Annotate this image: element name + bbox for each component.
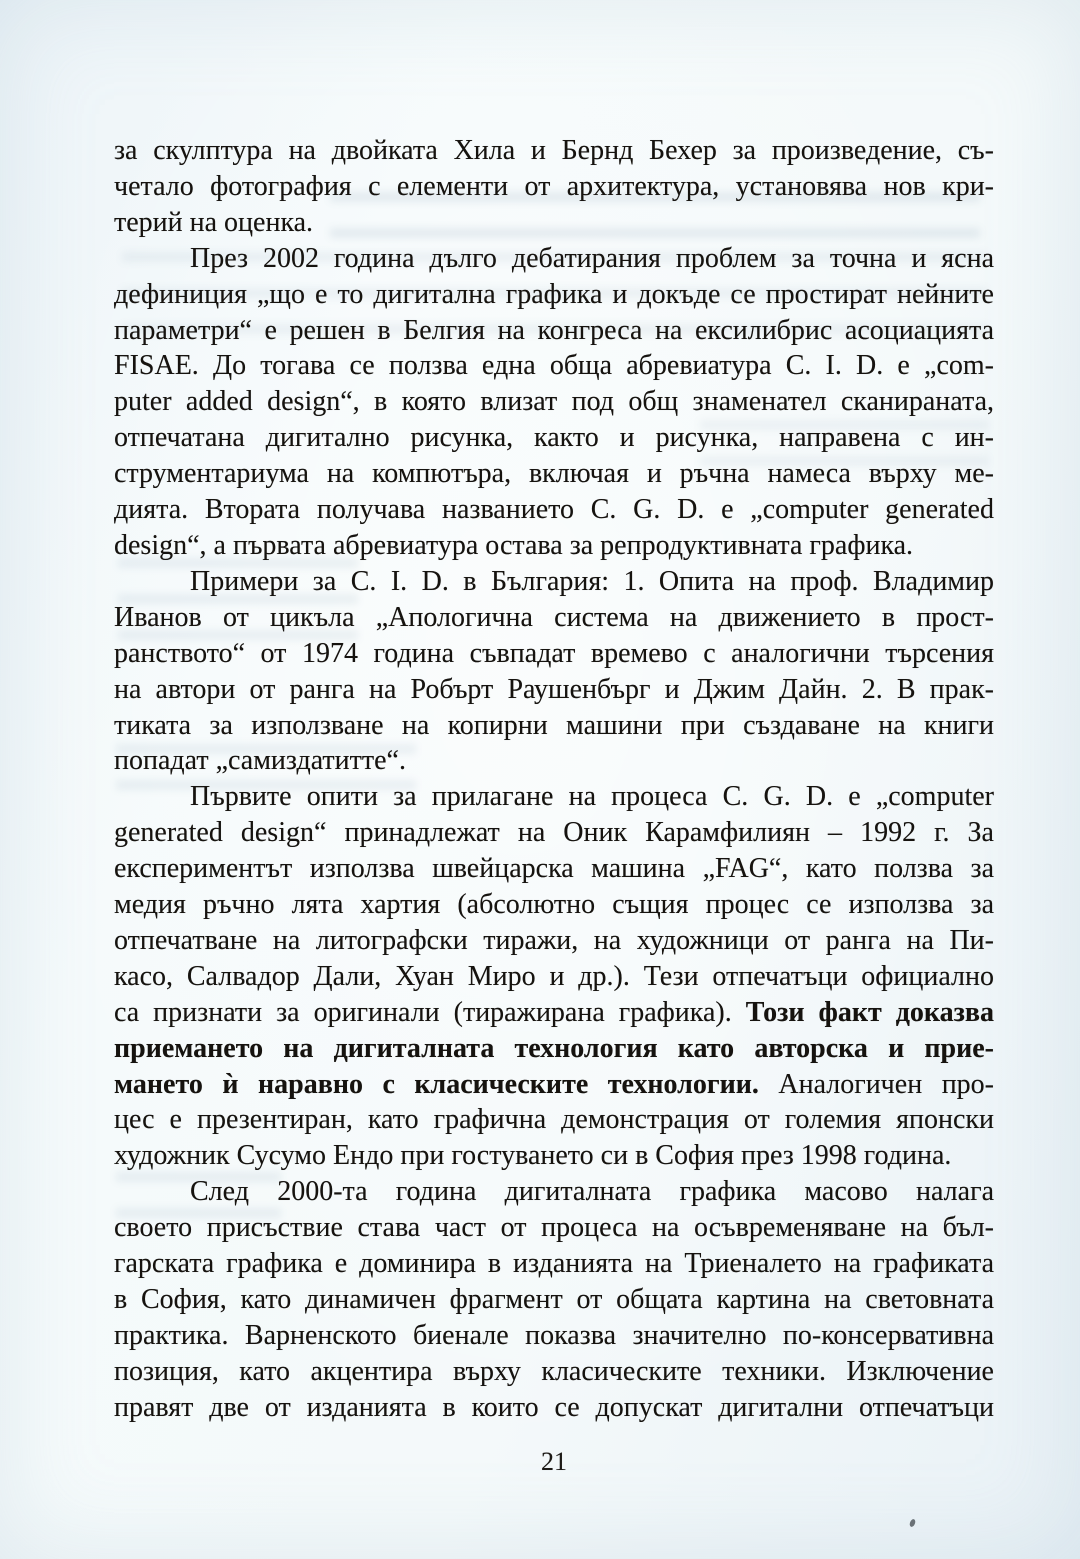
- text-segment: попадат „самиздатитте“.: [114, 745, 406, 777]
- text-segment: дията. Втората получава названието C. G. D. е „computer generated: [114, 494, 994, 526]
- text-line: [114, 384, 994, 420]
- text-line: [114, 564, 994, 600]
- text-line: [114, 1354, 994, 1390]
- text-segment: ранството“ от 1974 година съвпадат времево с аналогични търсения: [114, 637, 994, 669]
- text-line: [114, 456, 994, 492]
- text-line: [114, 1246, 994, 1282]
- scan-speck: [909, 1518, 917, 1527]
- text-segment: медия ръчно лята хартия (абсолютно същия процес се използва за: [114, 889, 994, 921]
- text-segment: Аналогичен про-: [758, 1068, 994, 1100]
- text-line: [114, 851, 994, 887]
- text-segment: четало фотография с елементи от архитектура, установява нов кри-: [114, 170, 994, 202]
- text-segment: позиция, като акцентира върху класическите техники. Изключение: [114, 1355, 994, 1387]
- text-segment: терий на оценка.: [114, 206, 314, 238]
- page-number: 21: [541, 1447, 567, 1476]
- text-segment: гарската графика е доминира в изданията на Триеналето на графиката: [114, 1248, 994, 1280]
- text-segment: струментариума на компютъра, включая и ръчна намеса върху ме-: [114, 458, 994, 490]
- text-line: [114, 600, 994, 636]
- text-segment: практика. Варненското биенале показва значително по-консервативна: [114, 1319, 994, 1351]
- text-segment: Първите опити за прилагане на процеса C. G. D. е „computer: [190, 781, 994, 813]
- text-line: [114, 313, 994, 349]
- bold-text-segment: приемането на дигиталната технология като авторска и прие-: [114, 1032, 994, 1064]
- text-line: [114, 708, 994, 744]
- text-line: [114, 636, 994, 672]
- text-segment: puter added design“, в която влизат под общ знаменател сканираната,: [114, 386, 994, 418]
- text-line: [114, 672, 994, 708]
- text-line: [114, 1031, 994, 1067]
- text-segment: тиката за използване на копирни машини при създаване на книги: [114, 709, 994, 741]
- text-line: [114, 1138, 994, 1174]
- text-line: [114, 923, 994, 959]
- text-segment: През 2002 година дълго дебатирания проблем за точна и ясна: [190, 242, 994, 274]
- text-segment: своето присъствие става част от процеса на осъвременяване на бъл-: [114, 1212, 994, 1244]
- text-segment: художник Сусумо Ендо при гостуването си в София през 1998 година.: [114, 1140, 952, 1172]
- text-line: [114, 815, 994, 851]
- text-line: [114, 169, 994, 205]
- text-segment: в София, като динамичен фрагмент от общата картина на световната: [114, 1284, 994, 1315]
- text-line: [114, 241, 994, 277]
- text-line: [114, 133, 994, 169]
- text-segment: Примери за C. I. D. в България: 1. Опита на проф. Владимир: [190, 565, 994, 597]
- bold-text-segment: мането ѝ наравно с класическите технологии.: [114, 1068, 759, 1100]
- text-segment: цес е презентиран, като графична демонстрация от големия японски: [114, 1104, 994, 1136]
- text-segment: дефиниция „що е то дигитална графика и докъде се простират нейните: [114, 278, 994, 310]
- text-segment: правят две от изданията в които се допускат дигитални отпечатъци: [114, 1391, 994, 1423]
- text-segment: Иванов от цикъла „Апологична система на движението в прост-: [114, 601, 994, 633]
- text-segment: за скулптура на двойката Хила и Бернд Бехер за произведение, съ-: [114, 135, 994, 166]
- text-segment: След 2000-та година дигиталната графика масово налага: [190, 1176, 994, 1208]
- text-line: [114, 887, 994, 923]
- text-line: [114, 1390, 994, 1426]
- text-line: [114, 420, 994, 456]
- text-line: [114, 743, 994, 779]
- text-segment: касо, Салвадор Дали, Хуан Миро и др.). Тези отпечатъци официално: [114, 960, 994, 992]
- text-segment: параметри“ е решен в Белгия на конгреса на ексилибрис асоциацията: [114, 314, 994, 346]
- text-line: [114, 1282, 994, 1318]
- text-line: [114, 1318, 994, 1354]
- text-line: [114, 779, 994, 815]
- text-line: [114, 1067, 994, 1103]
- bold-text-segment: Този факт доказва: [745, 996, 994, 1028]
- text-segment: design“, а първата абревиатура остава за репродуктивната графика.: [114, 529, 914, 561]
- text-line: [114, 959, 994, 995]
- text-segment: FISAE. До тогава се ползва една обща абревиатура C. I. D. е „com-: [114, 350, 994, 382]
- text-line: [114, 995, 994, 1031]
- text-line: [114, 1174, 994, 1210]
- text-line: [114, 1210, 994, 1246]
- text-line: [114, 528, 994, 564]
- text-segment: generated design“ принадлежат на Оник Карамфилиян – 1992 г. За: [114, 817, 994, 849]
- text-segment: на автори от ранга на Робърт Раушенбърг и Джим Дайн. 2. В прак-: [114, 673, 994, 705]
- page-text: [114, 133, 994, 1426]
- text-line: [114, 492, 994, 528]
- text-segment: експериментът използва швейцарска машина „FAG“, като ползва за: [114, 853, 994, 885]
- text-line: [114, 277, 994, 313]
- text-line: [114, 348, 994, 384]
- text-segment: отпечатване на литографски тиражи, на художници от ранга на Пи-: [114, 924, 994, 956]
- text-segment: отпечатана дигитално рисунка, както и рисунка, направена с ин-: [114, 422, 994, 454]
- text-line: [114, 1102, 994, 1138]
- text-segment: са признати за оригинали (тиражирана графика).: [114, 996, 746, 1028]
- text-line: [114, 205, 994, 241]
